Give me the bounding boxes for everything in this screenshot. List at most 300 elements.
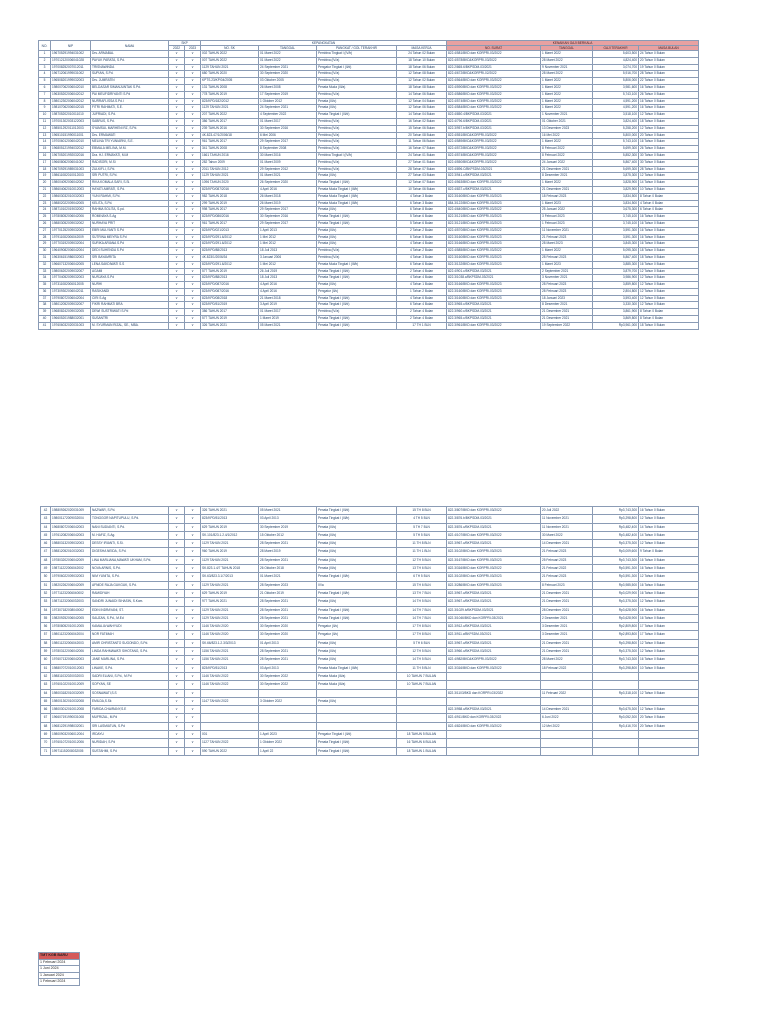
cell-skp-2022: v <box>169 248 185 255</box>
table-row <box>39 118 699 125</box>
cell-no-surat <box>447 731 541 739</box>
cell-gaji: 5,603,500 <box>593 51 639 58</box>
cell-skp-2023: v <box>185 64 201 71</box>
cell-pangkat: Penata (III/c) <box>317 548 397 556</box>
cell-tanggal-sk: 28 September 2021 <box>259 656 317 664</box>
cell-no-sk: 577 TAHUN 2019 <box>201 268 259 275</box>
cell-tanggal-kgb: 14 Desember 2021 <box>541 540 593 548</box>
cell-tanggal-sk <box>259 706 317 714</box>
cell-skp-2022: v <box>169 302 185 309</box>
header-no: NO. <box>39 41 51 51</box>
cell-no-sk: 1129 TAHUN 2021 <box>201 105 259 112</box>
cell-no-surat: 822.4/590/BKD dan KORPRI-03/2022 <box>447 84 541 91</box>
cell-nip: 196306151986032003 <box>51 254 91 261</box>
cell-skp-2023: v <box>185 207 201 214</box>
cell-tanggal-sk: 1 April 22 <box>259 747 317 755</box>
cell-gaji: Rp3,985,500 <box>593 581 639 589</box>
cell-skp-2023: v <box>185 146 201 153</box>
cell-pangkat: Pembina (IV/a) <box>317 159 397 166</box>
table-row <box>41 664 699 672</box>
cell-gaji: Rp3,628,900 <box>593 614 639 622</box>
cell-no-sk: 998 TAHUN 2017 <box>201 207 259 214</box>
cell-no: 62 <box>41 672 51 680</box>
cell-nama: RASIKANDI <box>91 288 169 295</box>
cell-no-surat: 822.3/941.c/BKPSDM-03/2021 <box>447 173 541 180</box>
cell-gaji: 5,258,200 <box>593 125 639 132</box>
cell-skp-2022: v <box>169 523 185 531</box>
cell-nama: DEDI SUHENDA S.Pd <box>91 248 169 255</box>
cell-masa-kerja: 6 Tahun 8 Bulan <box>397 207 447 214</box>
cell-skp-2023: v <box>185 606 201 614</box>
cell-skp-2023: v <box>185 531 201 539</box>
cell-no: 65 <box>41 697 51 705</box>
cell-tanggal-kgb: 3 November 2021 <box>541 275 593 282</box>
cell-skp-2023: v <box>185 152 201 159</box>
cell-masa-bulan: 20 Tahun 0 Bulan <box>639 714 699 722</box>
cell-no-surat <box>447 697 541 705</box>
cell-nama: TONGGOR NAPITUPULU, S.Pd. <box>91 515 169 523</box>
cell-no-sk: SK.63/823.3.1/7/2013 <box>201 573 259 581</box>
cell-skp-2023: v <box>185 275 201 282</box>
cell-tanggal-kgb: 1 Maret 2022 <box>541 98 593 105</box>
cell-tanggal-kgb <box>541 697 593 705</box>
cell-no: 19 <box>39 173 51 180</box>
cell-gaji: 3,869,800 <box>593 316 639 323</box>
cell-no-surat: 822.3/965.c/BKPSDM-03/2021 <box>447 302 541 309</box>
cell-masa-bulan: 12 Tahun 0 Bulan <box>639 268 699 275</box>
table-row <box>41 689 699 697</box>
cell-no: 70 <box>41 739 51 747</box>
cell-masa-kerja: 5 TH 5 BLN <box>397 531 447 539</box>
cell-nama: LINA MARLIANA,MAWATI UKHAM, S.Pd. <box>91 556 169 564</box>
cell-skp-2023: v <box>185 565 201 573</box>
cell-gaji: Rp3,052,300 <box>593 714 639 722</box>
cell-no: 21 <box>39 186 51 193</box>
cell-tanggal-sk: 8 September 2008 <box>259 146 317 153</box>
table-row <box>39 105 699 112</box>
cell-masa-kerja: 6 Tahun 3 Bulan <box>397 200 447 207</box>
cell-skp-2022: v <box>169 631 185 639</box>
cell-gaji: Rp3,675,300 <box>593 706 639 714</box>
cell-no-sk: 1156 TAHUN 2021 <box>201 656 259 664</box>
cell-no: 66 <box>41 706 51 714</box>
cell-gaji: Rp3,591,300 <box>593 573 639 581</box>
cell-no-sk <box>201 689 259 697</box>
cell-no: 10 <box>39 112 51 119</box>
cell-pangkat: Penata (III/c) <box>317 598 397 606</box>
cell-nip: 198807072010012003 <box>51 664 91 672</box>
cell-pangkat: Penata (III/c) <box>317 207 397 214</box>
cell-masa-kerja: 2 Tahun 4 Bulan <box>397 268 447 275</box>
table-row <box>41 631 699 639</box>
cell-gaji: 5,806,000 <box>593 78 639 85</box>
cell-masa-kerja: 4 Tahun 4 Bulan <box>397 275 447 282</box>
cell-nip: 198209252006042005 <box>51 614 91 622</box>
cell-tanggal-sk: 28 September 2021 <box>259 598 317 606</box>
cell-no: 16 <box>39 152 51 159</box>
cell-no: 15 <box>39 146 51 153</box>
cell-no-surat: 822.4/911/BKD dan KORPRI-03/2022 <box>447 714 541 722</box>
table-row <box>39 282 699 289</box>
cell-tanggal-sk: 17 September 2019 <box>259 91 317 98</box>
cell-skp-2022: v <box>169 152 185 159</box>
cell-masa-kerja: 12 Tahun 08 Bulan <box>397 71 447 78</box>
cell-nip: 197006012006042010 <box>51 139 91 146</box>
table-row <box>39 261 699 268</box>
cell-masa-bulan: 16 Tahun 0 Bulan <box>639 220 699 227</box>
cell-masa-bulan: 12 Tahun 0 Bulan <box>639 639 699 647</box>
cell-no-surat: 822.3/911.c/BKPSDM-03/2021 <box>447 631 541 639</box>
cell-nip: 197606032020031003 <box>51 322 91 329</box>
header-skp-2022: 2022 <box>169 46 185 51</box>
cell-no: 24 <box>39 207 51 214</box>
table-row <box>39 241 699 248</box>
cell-tanggal-kgb: 11 Februari 2022 <box>541 689 593 697</box>
cell-masa-kerja: 10 TAHUN 7 BULAN <box>397 681 447 689</box>
cell-no-surat: 822.3/957.b/BKPSDM-03/2021 <box>447 125 541 132</box>
cell-no-surat: 822.4/672/BKD&KORPRI-02/2022 <box>447 71 541 78</box>
cell-no-surat: 822.4/584/BKD dan KORPRI-03/2022 <box>447 105 541 112</box>
cell-no-sk: 239 TAHUN 2016 <box>201 125 259 132</box>
cell-skp-2023: v <box>185 288 201 295</box>
cell-nip: 196608062006041002 <box>51 159 91 166</box>
cell-masa-kerja: 17 TH 1 BLN <box>397 322 447 329</box>
cell-skp-2023: v <box>185 295 201 302</box>
cell-pangkat: Pembina (IV/a) <box>317 57 397 64</box>
cell-skp-2022: v <box>169 322 185 329</box>
cell-nama: DIGESHA NEIDA, S.Pd. <box>91 548 169 556</box>
cell-no-sk <box>201 714 259 722</box>
cell-tanggal-sk: 1 Mei 2012 <box>259 241 317 248</box>
cell-nama: SUPIAN, S.Pd. <box>91 71 169 78</box>
table-row <box>39 132 699 139</box>
cell-no-surat: 822.4/574/BKD dan KORPRI-03/2022 <box>447 98 541 105</box>
cell-nip: 197701252009032003 <box>51 227 91 234</box>
cell-no-sk: 823/KPD/087/2016 <box>201 282 259 289</box>
cell-tanggal-sk: 18 Juli 2013 <box>259 275 317 282</box>
cell-nama: FITRI RAHMATI, S.E. <box>91 105 169 112</box>
header-pangkat: PANGKAT / GOL TERAKHIR <box>317 46 397 51</box>
cell-masa-kerja: 11 Tahun 06 Bulan <box>397 139 447 146</box>
cell-no-sk: KPTS.23/KP/04/2005 <box>201 78 259 85</box>
cell-no: 54 <box>41 606 51 614</box>
cell-masa-bulan: 14 Tahun 0 Bulan <box>639 180 699 187</box>
cell-skp-2022: v <box>169 98 185 105</box>
cell-skp-2023: v <box>185 672 201 680</box>
cell-no: 58 <box>41 639 51 647</box>
cell-tanggal-sk: 29 September 2017 <box>259 207 317 214</box>
cell-no: 8 <box>39 98 51 105</box>
table-row <box>41 706 699 714</box>
cell-skp-2023: v <box>185 91 201 98</box>
cell-nip: 196808242009032005 <box>51 309 91 316</box>
cell-no-surat <box>447 747 541 755</box>
cell-no: 27 <box>39 227 51 234</box>
cell-tanggal-kgb: 1 Maret 2023 <box>541 261 593 268</box>
cell-nama: EMILDA,S.Sk <box>91 697 169 705</box>
header-nip: NIP <box>51 41 91 51</box>
cell-no: 60 <box>41 656 51 664</box>
cell-skp-2022: v <box>169 706 185 714</box>
cell-masa-kerja: 17 TH 8 BLN <box>397 623 447 631</box>
cell-skp-2022: v <box>169 214 185 221</box>
cell-no: 9 <box>39 105 51 112</box>
cell-skp-2022: v <box>169 275 185 282</box>
cell-nip: 198001172009032004 <box>51 515 91 523</box>
table-row <box>39 57 699 64</box>
cell-tanggal-sk: 26 Maret 2018 <box>259 193 317 200</box>
cell-masa-kerja: 4 Tahun 3 Bulan <box>397 193 447 200</box>
cell-masa-kerja: 15 Tahun 06 Bulan <box>397 125 447 132</box>
cell-masa-bulan: 16 Tahun 0 Bulan <box>639 84 699 91</box>
table-row <box>39 234 699 241</box>
cell-no-sk: 823/KPD/291.6/2012 <box>201 261 259 268</box>
cell-nama: MUFRIZAL, M.Pd <box>91 714 169 722</box>
cell-skp-2023: v <box>185 112 201 119</box>
cell-no: 13 <box>39 132 51 139</box>
cell-nip: 198011232006042004 <box>51 631 91 639</box>
cell-skp-2022: v <box>169 51 185 58</box>
cell-masa-bulan: 12 Tahun 0 Bulan <box>639 689 699 697</box>
cell-gaji: Rp3,743,300 <box>593 556 639 564</box>
cell-tanggal-sk: 1 April 2013 <box>259 227 317 234</box>
cell-tanggal-sk: 03 April 2013 <box>259 664 317 672</box>
cell-no-surat: 822.3/1029.b/BKPSDM-03/2021 <box>447 606 541 614</box>
table-row <box>39 322 699 329</box>
cell-gaji: Rp3,375,300 <box>593 540 639 548</box>
table-row <box>41 656 699 664</box>
cell-tanggal-sk: 29 September 2012 <box>259 166 317 173</box>
cell-masa-bulan: 16 Tahun 0 Bulan <box>639 656 699 664</box>
cell-skp-2022: v <box>169 295 185 302</box>
cell-masa-kerja: 14 Tahun 04 Bulan <box>397 112 447 119</box>
cell-masa-bulan: 18 Tahun 0 Bulan <box>639 118 699 125</box>
cell-no: 18 <box>39 166 51 173</box>
cell-no: 14 <box>39 139 51 146</box>
cell-gaji: 4,591,200 <box>593 105 639 112</box>
cell-nama: RADISORI, M.Si <box>91 159 169 166</box>
cell-nama: M. SYURMAN RIZAL, SE., MBA. <box>91 322 169 329</box>
cell-no-sk: 961 TAHUN 2017 <box>201 220 259 227</box>
cell-pangkat: Pembina (IV/a) <box>317 91 397 98</box>
cell-pangkat: Penata Muda Tingkat I (III/b) <box>317 200 397 207</box>
cell-pangkat: Penata (III/c) <box>317 639 397 647</box>
cell-no-sk: 823/KPD/087/2016 <box>201 288 259 295</box>
cell-tanggal-kgb: 28 Desember 2021 <box>541 606 593 614</box>
cell-nama: EBRI MULYANTI S.Pd <box>91 227 169 234</box>
cell-skp-2022: v <box>169 606 185 614</box>
cell-masa-kerja: 14 TH 7 BLN <box>397 614 447 622</box>
cell-tanggal-sk: 15 Oktober 2012 <box>259 531 317 539</box>
cell-skp-2022: v <box>169 598 185 606</box>
cell-pangkat: Penata (III/c) <box>317 656 397 664</box>
cell-tanggal-kgb: 21 Februari 2022 <box>541 565 593 573</box>
cell-nama: RAMIDIYAH <box>91 589 169 597</box>
cell-no-surat: 822.4/572/BKD&KORPRI-03/2022 <box>447 146 541 153</box>
cell-masa-bulan: 28 Tahun 0 Bulan <box>639 71 699 78</box>
cell-nip: 196305202006042012 <box>51 91 91 98</box>
cell-no: 68 <box>41 722 51 730</box>
cell-nip: 197908072006042004 <box>51 295 91 302</box>
table-row <box>41 515 699 523</box>
cell-masa-kerja: 1 Tahun 2 Bulan <box>397 288 447 295</box>
cell-tanggal-sk: 1 Oktober 2012 <box>259 98 317 105</box>
cell-tanggal-sk: 1 Mei 2012 <box>259 261 317 268</box>
cell-tanggal-sk: 01 April 2013 <box>259 639 317 647</box>
cell-no-surat: 822.3/160/BKD dan KORPRI-03/2023 <box>447 288 541 295</box>
cell-gaji: 3,591,300 <box>593 234 639 241</box>
cell-nip: 198711232006032003 <box>51 598 91 606</box>
cell-gaji: Rp3,628,900 <box>593 606 639 614</box>
cell-no-sk: 778 TAHUN 2019 <box>201 91 259 98</box>
cell-tanggal-sk: 1 Maret 2019 <box>259 316 317 323</box>
cell-no: 23 <box>39 200 51 207</box>
cell-nama: NOVA ARNIS, S.Pd. <box>91 565 169 573</box>
cell-pangkat <box>317 722 397 730</box>
cell-masa-bulan <box>639 747 699 755</box>
cell-nip: 197012120006041028 <box>51 57 91 64</box>
cell-masa-bulan: 6 Tahun 0 Bulan <box>639 207 699 214</box>
cell-gaji: 5,867,400 <box>593 254 639 261</box>
table-row <box>41 648 699 656</box>
cell-nip: 197307182008040002 <box>51 606 91 614</box>
cell-pangkat: Pengatur Tingkat I (II/d) <box>317 64 397 71</box>
cell-no: 40 <box>39 316 51 323</box>
cell-gaji: 3,885,300 <box>593 261 639 268</box>
legend-item: 1 Februari 2024 <box>39 959 80 966</box>
cell-masa-bulan: 24 Tahun 0 Bulan <box>639 51 699 58</box>
cell-skp-2023: v <box>185 125 201 132</box>
cell-no-sk: 982 TAHUN 2018 <box>201 193 259 200</box>
cell-no-surat: 822.4/901.c/BKPSDM-03/2021 <box>447 268 541 275</box>
cell-tanggal-sk: 26 Juli 2019 <box>259 268 317 275</box>
cell-gaji: 5,699,300 <box>593 146 639 153</box>
cell-pangkat: Penata Tingkat I (III/d) <box>317 739 397 747</box>
cell-nama: NURHAYA PRIT <box>91 220 169 227</box>
cell-skp-2022: v <box>169 565 185 573</box>
cell-skp-2022: v <box>169 556 185 564</box>
cell-skp-2023: v <box>185 540 201 548</box>
cell-skp-2022: v <box>169 722 185 730</box>
table-row <box>39 125 699 132</box>
cell-pangkat: Penata Tingkat I (III/d) <box>317 275 397 282</box>
cell-nip: 196808072006042003 <box>51 523 91 531</box>
cell-masa-kerja: 20 Tahun 08 Bulan <box>397 132 447 139</box>
cell-pangkat: Penata (III/c) <box>317 565 397 573</box>
cell-no: 56 <box>41 623 51 631</box>
cell-masa-bulan: 12 Tahun 0 Bulan <box>639 173 699 180</box>
cell-tanggal-sk: 26 Oktober 2018 <box>259 565 317 573</box>
cell-skp-2023: v <box>185 261 201 268</box>
cell-gaji: 3,824,400 <box>593 118 639 125</box>
cell-tanggal-kgb: 18 Februari 2022 <box>541 664 593 672</box>
cell-no-sk: 1129 TAHUN 2021 <box>201 173 259 180</box>
cell-no-surat: 822.3/121/BKD dan KORPRI-03/2023 <box>447 214 541 221</box>
cell-skp-2023: v <box>185 193 201 200</box>
cell-skp-2022: v <box>169 309 185 316</box>
cell-no: 12 <box>39 125 51 132</box>
cell-masa-bulan: 20 Tahun 0 Bulan <box>639 722 699 730</box>
cell-no: 20 <box>39 180 51 187</box>
cell-gaji: Rp3,009,600 <box>593 548 639 556</box>
table-row <box>41 548 699 556</box>
cell-tanggal-kgb: 18 Februari 2023 <box>541 193 593 200</box>
cell-pangkat: Penata Muda Tingkat I (III/b) <box>317 193 397 200</box>
cell-tanggal-kgb: 28 Maret 2022 <box>541 656 593 664</box>
cell-skp-2022: v <box>169 739 185 747</box>
cell-gaji: 3,829,900 <box>593 186 639 193</box>
cell-nama: JANE MARLINA, S.Pd. <box>91 656 169 664</box>
cell-masa-kerja: 14 TH 5 BLN <box>397 656 447 664</box>
cell-tanggal-kgb: 1 Maret 2022 <box>541 248 593 255</box>
cell-skp-2022: v <box>169 747 185 755</box>
cell-gaji: 4,824,400 <box>593 57 639 64</box>
cell-no-sk: 823/KPD/086/2016 <box>201 214 259 221</box>
cell-pangkat: Penata Muda (III/a) <box>317 84 397 91</box>
cell-gaji: 3,861,900 <box>593 309 639 316</box>
cell-tanggal-kgb: 21 Februari 2023 <box>541 573 593 581</box>
cell-tanggal-sk: 01 Maret 2022 <box>259 57 317 64</box>
cell-skp-2023: v <box>185 248 201 255</box>
cell-tanggal-kgb: 28 Maret 2023 <box>541 241 593 248</box>
cell-nama: Drs. JUMRATIN <box>91 78 169 85</box>
cell-nip: 197607132006042003 <box>51 656 91 664</box>
cell-tanggal-kgb: 6 Juni 2022 <box>541 714 593 722</box>
table-row <box>39 275 699 282</box>
cell-skp-2022: v <box>169 731 185 739</box>
table-row <box>41 573 699 581</box>
cell-tanggal-kgb <box>541 747 593 755</box>
cell-tanggal-sk: 1 April 2023 <box>259 731 317 739</box>
cell-nama: NURIDAH, S.Pd <box>91 739 169 747</box>
cell-no: 48 <box>41 556 51 564</box>
table-row <box>39 200 699 207</box>
cell-skp-2022: v <box>169 91 185 98</box>
legend-title: TMT KGB BARU <box>39 953 80 960</box>
table-row <box>39 302 699 309</box>
cell-no-surat: 822.4/837.c/BKPSDM-03/2021 <box>447 186 541 193</box>
cell-tanggal-sk: 18 Juli 2013 <box>259 248 317 255</box>
cell-skp-2023: v <box>185 159 201 166</box>
cell-tanggal-kgb: 21 Desember 2021 <box>541 648 593 656</box>
cell-nip: 198001302010032008 <box>51 697 91 705</box>
cell-no-surat: 822.3/912.c/BKPSDM-03/2021 <box>447 623 541 631</box>
cell-masa-kerja: 18 TAHUN 1 BULAN <box>397 747 447 755</box>
cell-nama: MELINA TRI YUNIARNI, S.E. <box>91 139 169 146</box>
cell-masa-bulan: 19 Tahun 0 Bulan <box>639 64 699 71</box>
cell-gaji: Rp3,743,300 <box>593 507 639 515</box>
cell-pangkat: Pengatur (II/c) <box>317 288 397 295</box>
cell-pangkat <box>317 689 397 697</box>
cell-nama: PAI MEUFIDRIYANTI S.Pd <box>91 91 169 98</box>
cell-skp-2022: v <box>169 105 185 112</box>
cell-masa-kerja: 6 Tahun 4 Bulan <box>397 302 447 309</box>
cell-nama: LENA SAKDIWATI S.S <box>91 261 169 268</box>
cell-masa-bulan: 12 Tahun 0 Bulan <box>639 648 699 656</box>
cell-no: 30 <box>39 248 51 255</box>
cell-nama: KAMALIA WAHYUDI <box>91 623 169 631</box>
cell-gaji: 5,867,400 <box>593 159 639 166</box>
cell-skp-2022: v <box>169 112 185 119</box>
cell-nip: 198710102019032002 <box>51 207 91 214</box>
legend-item: 1 Januari 2024 <box>39 972 80 979</box>
cell-tanggal-sk: 29 September 2017 <box>259 220 317 227</box>
cell-skp-2022: v <box>169 64 185 71</box>
cell-no-sk: 326 TAHUN 2021 <box>201 322 259 329</box>
cell-tanggal-sk: 3 April 2019 <box>259 302 317 309</box>
cell-no-surat: 822.4/589/BKD&KORPRI-03/2022 <box>447 139 541 146</box>
cell-pangkat: Penata (III/c) <box>317 173 397 180</box>
